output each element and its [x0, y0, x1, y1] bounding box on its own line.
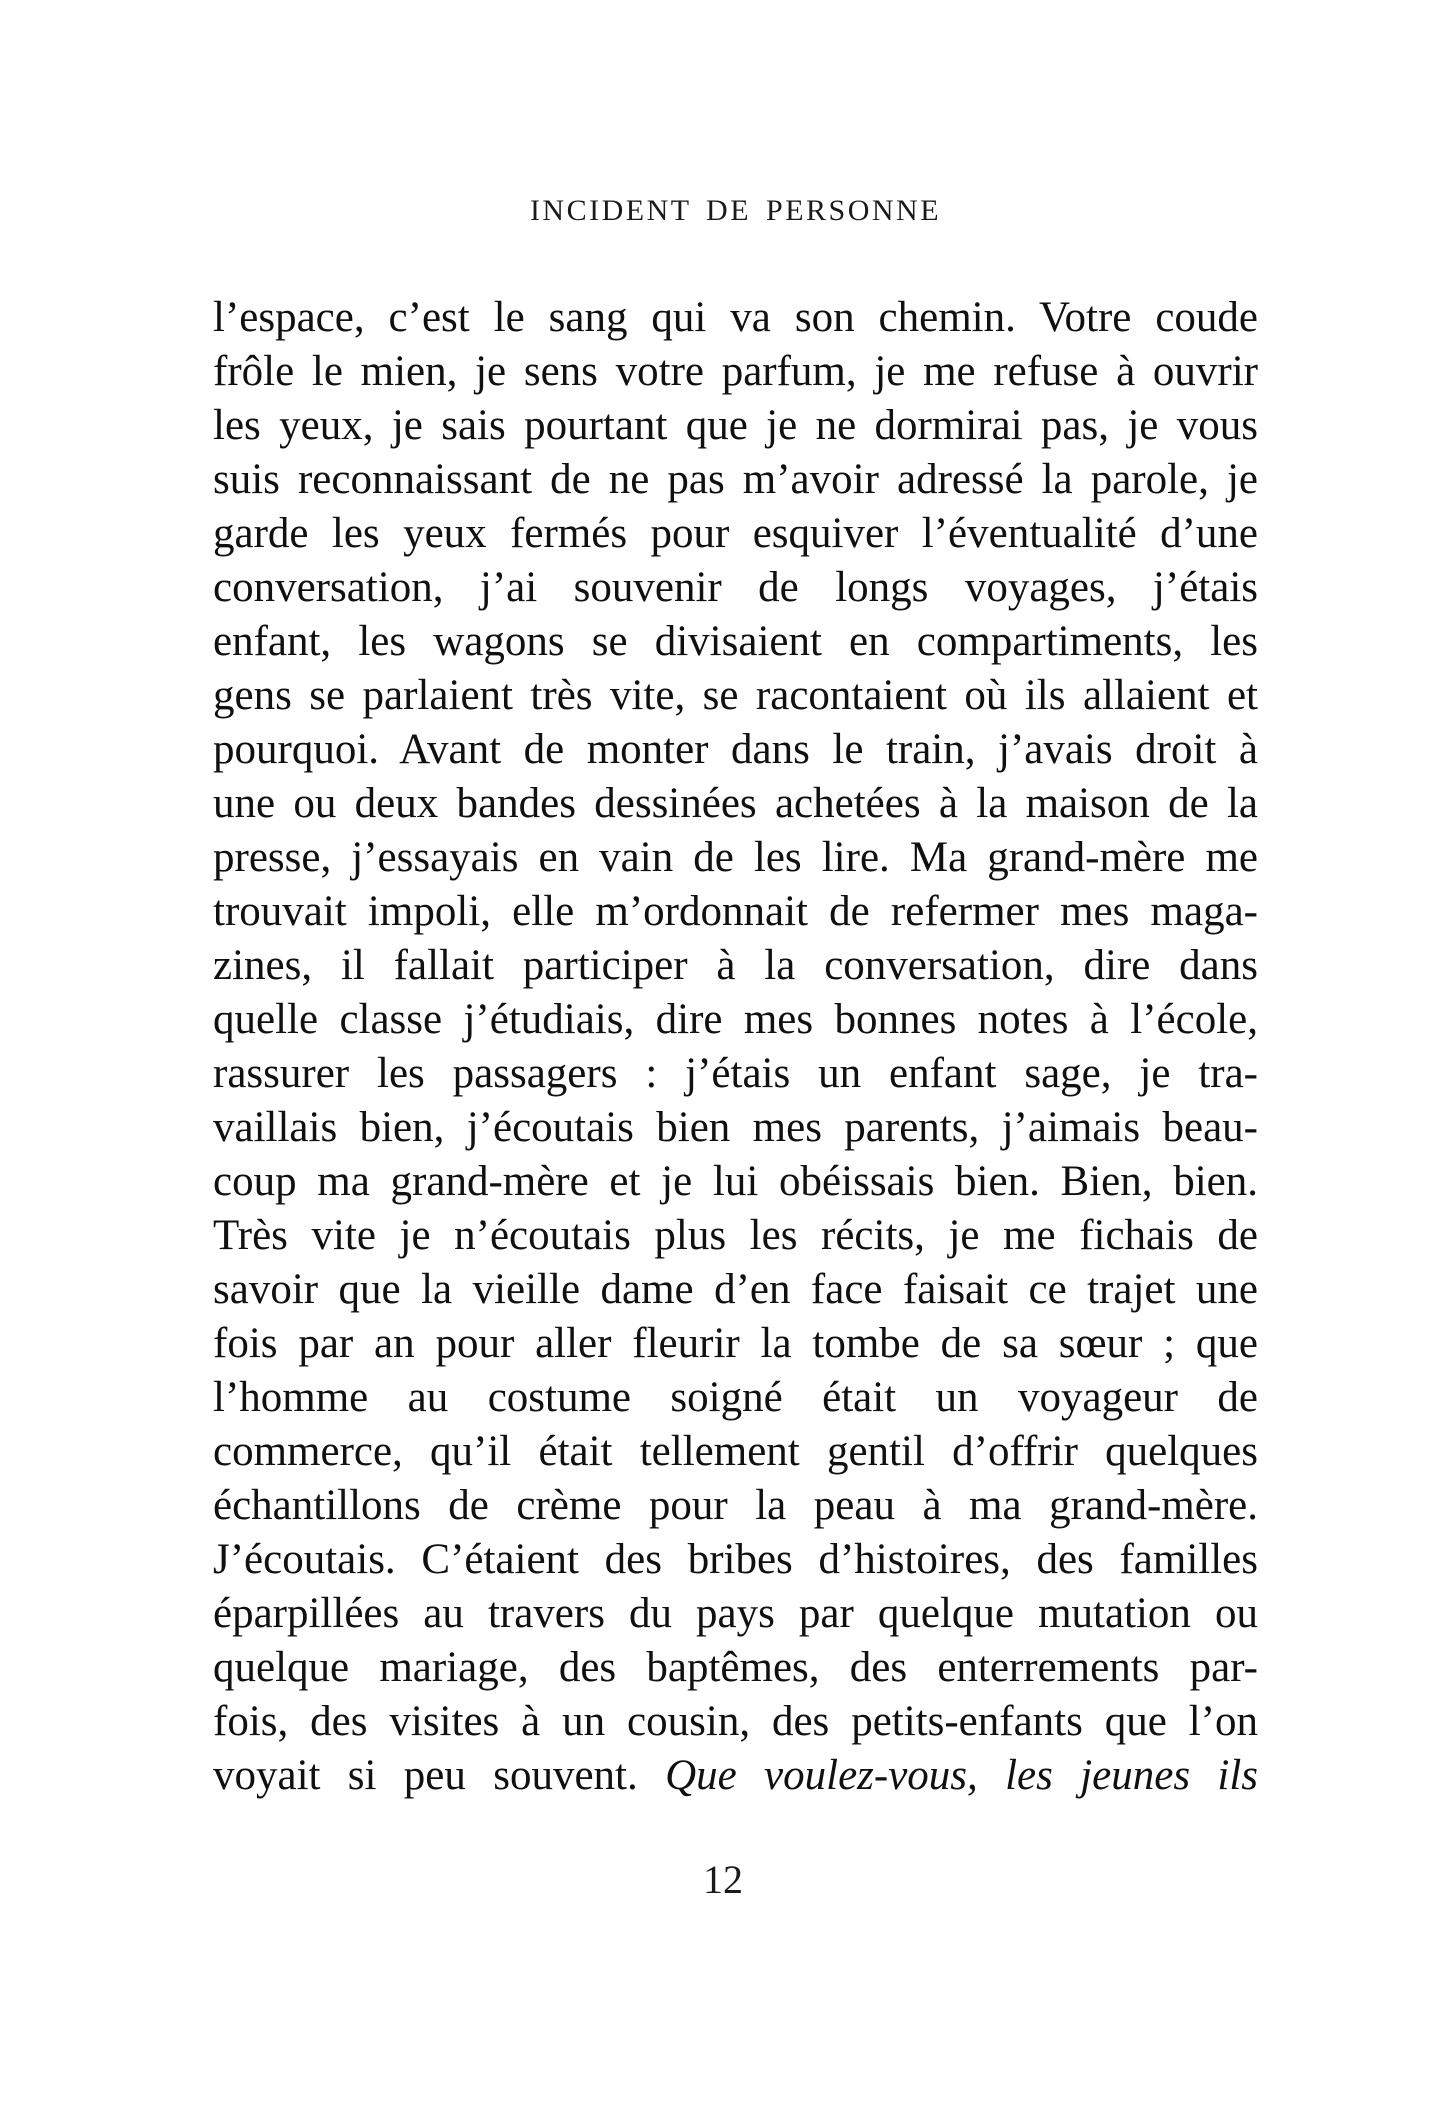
body-line [213, 1695, 1258, 1749]
body-line-roman: commerce, qu’il était tellement gentil d’offrir quelques [213, 1428, 1258, 1475]
body-line-roman: une ou deux bandes dessinées achetées à la maison de la [213, 780, 1258, 827]
body-line-roman: coup ma grand-mère et je lui obéissais bien. Bien, bien. [213, 1158, 1258, 1205]
body-line-roman: les yeux, je sais pourtant que je ne dormirai pas, je vous [213, 402, 1258, 449]
body-line [213, 1371, 1258, 1425]
body-line-roman: trouvait impoli, elle m’ordonnait de refermer mes maga- [213, 888, 1258, 935]
page-number: 12 [703, 1857, 743, 1902]
body-line [213, 453, 1258, 507]
body-line [213, 399, 1258, 453]
body-line-roman: conversation, j’ai souvenir de longs voyages, j’étais [213, 564, 1258, 611]
body-line-roman: gens se parlaient très vite, se racontaient où ils allaient et [213, 672, 1258, 719]
body-line [213, 507, 1258, 561]
body-line [213, 1425, 1258, 1479]
body-line [213, 777, 1258, 831]
body-line [213, 831, 1258, 885]
body-line [213, 1209, 1258, 1263]
body-line-roman: zines, il fallait participer à la conversation, dire dans [213, 942, 1258, 989]
body-line-roman: fois, des visites à un cousin, des petits-enfants que l’on [213, 1698, 1258, 1745]
body-line [213, 1641, 1258, 1695]
body-line [213, 1155, 1258, 1209]
body-line-roman: J’écoutais. C’étaient des bribes d’histoires, des familles [213, 1536, 1258, 1583]
body-line-roman: suis reconnaissant de ne pas m’avoir adressé la parole, je [213, 456, 1258, 503]
body-line [213, 723, 1258, 777]
body-line-roman: quelque mariage, des baptêmes, des enterrements par- [213, 1644, 1258, 1691]
body-line [213, 885, 1258, 939]
body-line-roman: quelle classe j’étudiais, dire mes bonnes notes à l’école, [213, 996, 1258, 1043]
body-line [213, 1101, 1258, 1155]
body-line [213, 345, 1258, 399]
body-line-roman: vaillais bien, j’écoutais bien mes parents, j’aimais beau- [213, 1104, 1258, 1151]
body-line [213, 1317, 1258, 1371]
body-line [213, 1587, 1258, 1641]
body-line-roman: échantillons de crème pour la peau à ma grand-mère. [213, 1482, 1258, 1529]
body-line [213, 669, 1258, 723]
body-line-roman: éparpillées au travers du pays par quelque mutation ou [213, 1590, 1258, 1637]
body-line [213, 291, 1258, 345]
body-line [213, 561, 1258, 615]
body-line [213, 993, 1258, 1047]
body-line-roman: l’homme au costume soigné était un voyageur de [213, 1374, 1258, 1421]
body-line [213, 1533, 1258, 1587]
body-line-roman: enfant, les wagons se divisaient en compartiments, les [213, 618, 1258, 665]
body-line-roman: fois par an pour aller fleurir la tombe de sa sœur ; que [213, 1320, 1258, 1367]
running-head: INCIDENT DE PERSONNE [529, 194, 942, 227]
body-line-roman: presse, j’essayais en vain de les lire. Ma grand-mère me [213, 834, 1258, 881]
body-line [213, 1479, 1258, 1533]
body-text [213, 291, 1258, 1803]
body-line-roman: pourquoi. Avant de monter dans le train, j’avais droit à [213, 726, 1258, 773]
body-line-roman: garde les yeux fermés pour esquiver l’éventualité d’une [213, 510, 1258, 557]
body-line-roman: voyait si peu souvent. [213, 1752, 666, 1799]
body-line-italic: Que voulez-vous, les jeunes ils [665, 1752, 1259, 1799]
body-line [213, 1749, 1258, 1803]
body-line-roman: rassurer les passagers : j’étais un enfant sage, je tra- [213, 1050, 1258, 1097]
body-line-roman: Très vite je n’écoutais plus les récits, je me fichais de [213, 1212, 1258, 1259]
body-line [213, 1047, 1258, 1101]
body-line-roman: savoir que la vieille dame d’en face faisait ce trajet une [213, 1266, 1258, 1313]
body-line [213, 1263, 1258, 1317]
body-line [213, 939, 1258, 993]
body-line-roman: frôle le mien, je sens votre parfum, je me refuse à ouvrir [213, 348, 1258, 395]
body-line-roman: l’espace, c’est le sang qui va son chemin. Votre coude [213, 294, 1258, 341]
body-line [213, 615, 1258, 669]
